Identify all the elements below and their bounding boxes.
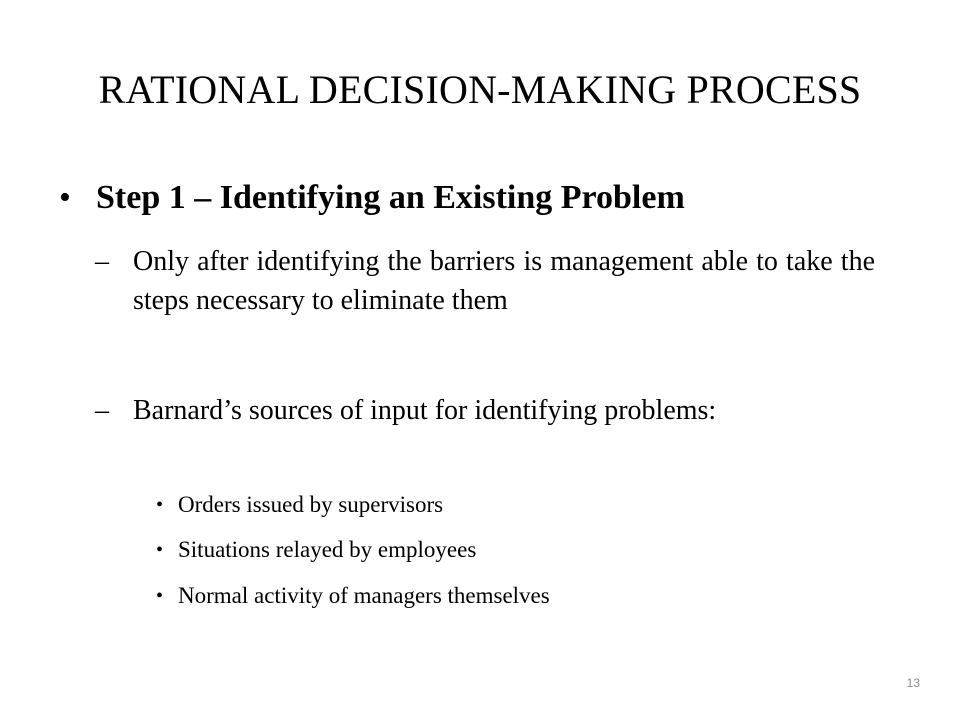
bullet-icon: • [59, 179, 71, 216]
bullet-icon: • [156, 585, 164, 607]
bullet-icon: • [156, 494, 164, 516]
dash-icon: – [95, 395, 109, 426]
dash-icon: – [95, 246, 109, 277]
sub-point-text: Normal activity of managers themselves [178, 583, 550, 608]
slide-title: RATIONAL DECISION-MAKING PROCESS [98, 67, 862, 112]
sub-point-text: Orders issued by supervisors [178, 492, 444, 517]
bullet-icon: • [156, 539, 164, 561]
sub-point-text: Situations relayed by employees [178, 537, 477, 562]
point-text: Only after identifying the barriers is management able to take the steps necessary to eliminate them [133, 246, 875, 316]
page-number: 13 [906, 676, 920, 690]
step-heading: Step 1 – Identifying an Existing Problem [96, 179, 685, 216]
point-text: Barnard’s sources of input for identifying problems: [133, 395, 717, 426]
